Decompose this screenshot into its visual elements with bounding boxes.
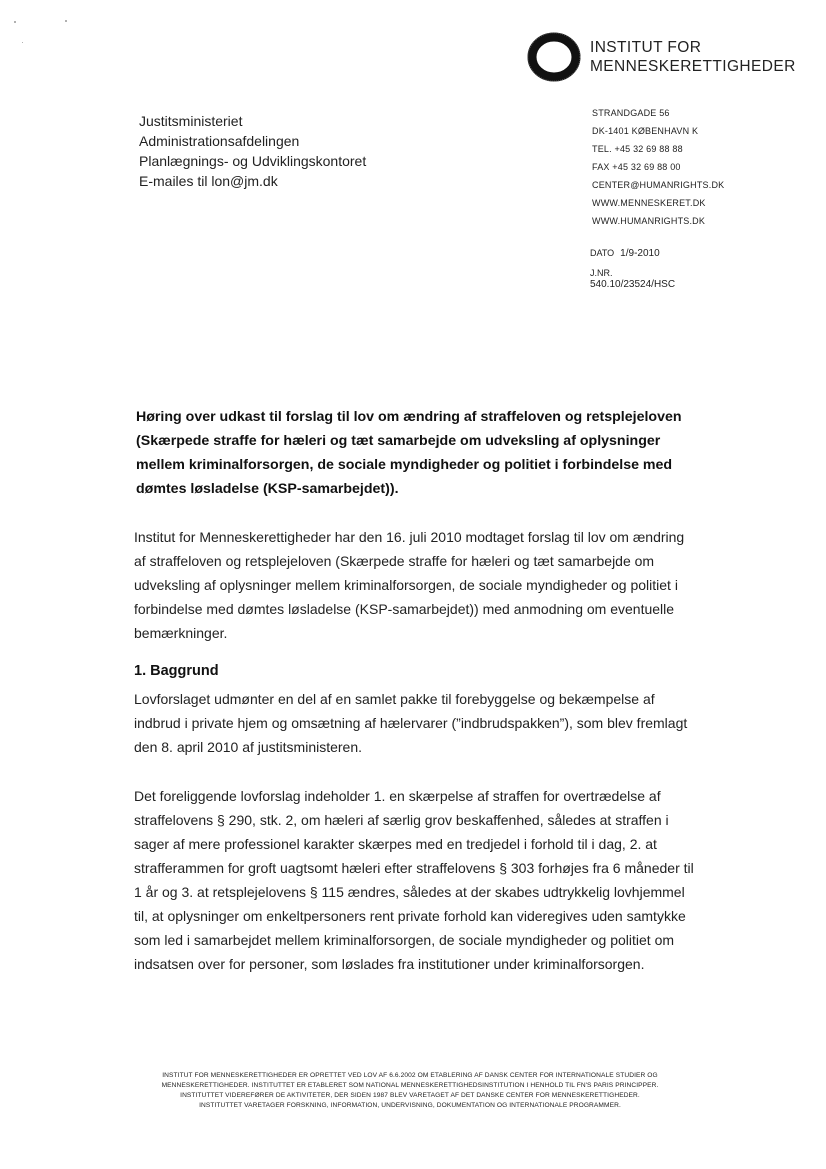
sender-line: WWW.MENNESKERET.DK xyxy=(592,198,706,208)
section-heading: 1. Baggrund xyxy=(134,663,219,679)
sender-address xyxy=(592,104,724,230)
footer-line: MENNESKERETTIGHEDER. INSTITUTTET ER ETABLERET SOM NATIONAL MENNESKERETTIGHEDSINSTITUTION I HENHOLD TIL FN'S PARIS PRINCIPPER. xyxy=(161,1082,659,1089)
sender-line: CENTER@HUMANRIGHTS.DK xyxy=(592,180,725,190)
footer-line: INSTITUTTET VARETAGER FORSKNING, INFORMATION, UNDERVISNING, DOKUMENTATION OG INTERNATIONALE PROGRAMMER. xyxy=(199,1102,621,1109)
logo-line-2: MENNESKERETTIGHEDER xyxy=(590,58,796,75)
recipient-address xyxy=(139,111,366,191)
recipient-line: Planlægnings- og Udviklingskontoret xyxy=(139,153,367,169)
logo-line-1: INSTITUT FOR xyxy=(590,39,702,56)
document-meta xyxy=(590,247,675,291)
section-paragraph: Det foreliggende lovforslag indeholder 1. en skærpelse af straffen for overtrædelse af straffelovens § 290, stk. 2, om hæleri af særlig grov beskaffenhed, således at straffen i sager af mere professionel karakter skærpes med en tredjedel i forhold til i dag, 2. at strafferammen for groft uagtsomt hæleri efter straffelovens § 303 forhøjes fra 6 måneder til 1 år og 3. at retsplejelovens § 115 ændres, således at der skabes udtrykkelig lovhjemmel til, at oplysninger om enkeltpersoners rent private forhold kan videregives uden samtykke som led i samarbejdet mellem kriminalforsorgen, de sociale myndigheder og politiet om indsatsen over for personer, som løslades fra institutioner under kriminalforsorgen. xyxy=(134,788,694,972)
sender-line: DK-1401 KØBENHAVN K xyxy=(592,126,699,136)
institute-logo-text xyxy=(590,38,796,76)
intro-paragraph: Institut for Menneskerettigheder har den 16. juli 2010 modtaget forslag til lov om ændring af straffeloven og retsplejeloven (Skærpede straffe for hæleri og tæt samarbejde om udveksling af oplysninger mellem kriminalforsorgen, de sociale myndigheder og politiet i forbindelse med dømtes løsladelse (KSP-samarbejdet)) med anmodning om eventuelle bemærkninger. xyxy=(134,529,685,641)
footer-line: INSTITUT FOR MENNESKERETTIGHEDER ER OPRETTET VED LOV AF 6.6.2002 OM ETABLERING AF DANSK CENTER FOR INTERNATIONALE STUDIER OG xyxy=(162,1072,658,1079)
recipient-line: Administrationsafdelingen xyxy=(139,133,300,149)
recipient-line: E-mailes til lon@jm.dk xyxy=(139,173,278,189)
section-paragraph: Lovforslaget udmønter en del af en samlet pakke til forebyggelse og bekæmpelse af indbrud i private hjem og omsætning af hælervarer (”indbrudspakken”), som blev fremlagt den 8. april 2010 af justitsministeren. xyxy=(134,691,688,755)
jnr-label: J.NR. xyxy=(590,268,613,278)
scan-speck xyxy=(14,21,16,23)
letter-title: Høring over udkast til forslag til lov om ændring af straffeloven og retsplejeloven (Skærpede straffe for hæleri og tæt samarbejde om udveksling af oplysninger mellem kriminalforsorgen, de sociale myndigheder og politiet i forbindelse med dømtes løsladelse (KSP-samarbejdet)). xyxy=(136,409,682,497)
sender-line: FAX +45 32 69 88 00 xyxy=(592,162,681,172)
institute-logo-icon xyxy=(527,32,581,82)
date-label: DATO xyxy=(590,248,615,258)
date-row xyxy=(590,247,675,260)
recipient-line: Justitsministeriet xyxy=(139,113,243,129)
page-footer xyxy=(120,1071,700,1111)
sender-line: WWW.HUMANRIGHTS.DK xyxy=(592,216,706,226)
scan-speck xyxy=(65,20,67,22)
date-value: 1/9-2010 xyxy=(620,248,660,259)
scan-speck xyxy=(22,42,23,43)
sender-line: TEL. +45 32 69 88 88 xyxy=(592,144,683,154)
footer-line: INSTITUTTET VIDEREFØRER DE AKTIVITETER, DER SIDEN 1987 BLEV VARETAGET AF DET DANSKE CENTER FOR MENNESKERETTIGHEDER. xyxy=(180,1092,640,1099)
jnr-value: 540.10/23524/HSC xyxy=(590,279,676,290)
sender-line: STRANDGADE 56 xyxy=(592,108,670,118)
